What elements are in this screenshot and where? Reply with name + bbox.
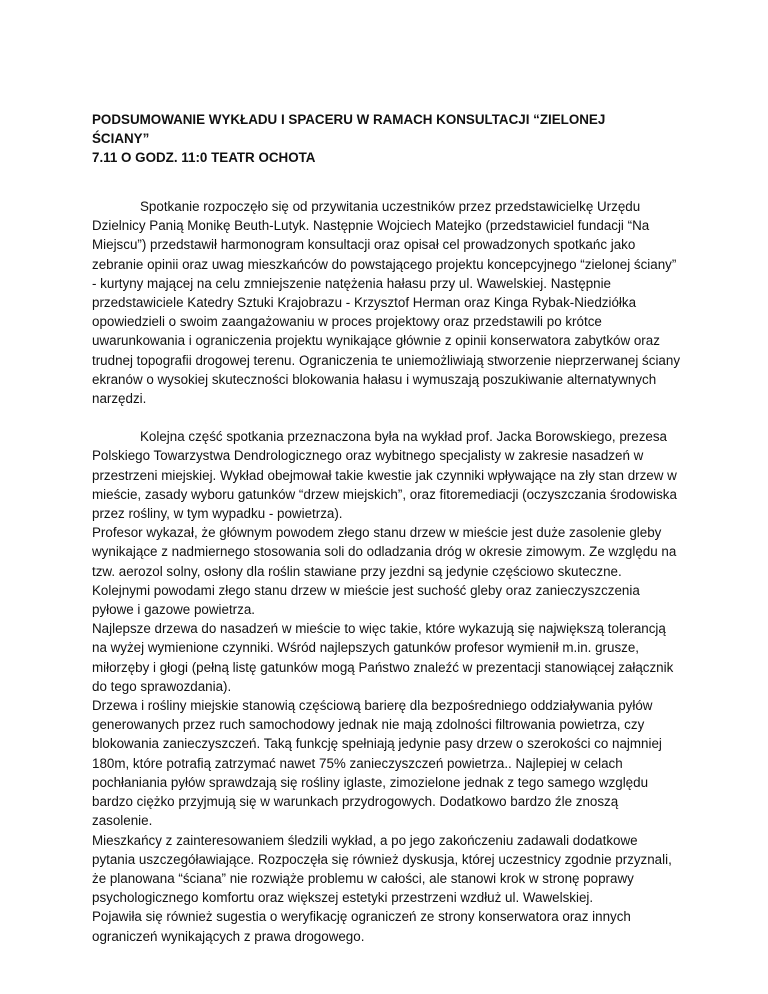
paragraph-discussion: Mieszkańcy z zainteresowaniem śledzili wykład, a po jego zakończeniu zadawali dodatkowe pytania uszczegóławiające. Rozpoczęła się również dyskusja, której uczestnicy zgodnie przyznali, że planowana “ściana” nie rozwiąże problemu w całości, ale stanowi krok w stronę poprawy psychologicznego komfortu oraz większej estetyki przestrzeni wzdłuż ul. Wawelskiej. (92, 832, 672, 906)
paragraph-best-trees: Najlepsze drzewa do nasadzeń w mieście to więc takie, które wykazują się największą tolerancją na wyżej wymienione czynniki. Wśród najlepszych gatunków profesor wymienił m.in. grusze, miłorzęby i głogi (pełną listę gatunków mogą Państwo znaleźć w prezentacji stanowiącej załącznik do tego sprawozdania). (92, 621, 674, 694)
paragraph-intro: Spotkanie rozpoczęło się od przywitania uczestników przez przedstawicielkę Urzędu Dzielnicy Panią Monikę Beuth-Lutyk. Następnie Wojciech Matejko (przedstawiciel fundacji “Na Miejscu”) przedstawił harmonogram konsultacji oraz opisał cel prowadzonych spotkańc jako zebranie opinii oraz uwag mieszkańców do powstającego projektu koncepcyjnego “zielonej ściany” - kurtyny mającej na celu zmniejszenie natężenia hałasu przy ul. Wawelskiej. Następnie przedstawiciele Katedry Sztuki Krajobrazu - Krzysztof Herman oraz Kinga Rybak-Niedziółka opowiedzieli o swoim zaangażowaniu w proces projektowy oraz przedstawili po krótce uwarunkowania i ograniczenia projektu wynikające głównie z opinii konserwatora zabytków oraz trudnej topografii drogowej terenu. Ograniczenia te uniemożliwiają stworzenie nieprzerwanej ściany ekranów o wysokiej skuteczności blokowania hałasu i wymuszają poszukiwanie alternatywnych narzędzi. (92, 199, 681, 407)
paragraph-gap (92, 408, 682, 427)
document-heading (92, 110, 682, 167)
heading-line-2: ŚCIANY” (92, 131, 150, 146)
paragraph-salinity: Profesor wykazał, że głównym powodem złego stanu drzew w mieście jest duże zasolenie gleby wynikające z nadmiernego stosowania soli do odladzania dróg w okresie zimowym. Ze względu na tzw. aerozol solny, osłony dla roślin stawiane przy jezdni są jedynie częściowo skuteczne. Kolejnymi powodami złego stanu drzew w mieście jest suchość gleby oraz zanieczyszczenia pyłowe i gazowe powietrza. (92, 525, 677, 618)
heading-line-3: 7.11 O GODZ. 11:0 TEATR OCHOTA (92, 150, 316, 165)
document-body (92, 197, 682, 946)
document-page (92, 110, 682, 946)
paragraph-suggestion: Pojawiła się również sugestia o weryfikację ograniczeń ze strony konserwatora oraz innych ograniczeń wynikających z prawa drogowego. (92, 909, 631, 944)
paragraph-barrier: Drzewa i rośliny miejskie stanowią częściową barierę dla bezpośredniego oddziaływania pyłów generowanych przez ruch samochodowy jednak nie mają zdolności filtrowania powietrza, czy blokowania zanieczyszczeń. Taką funkcję spełniają jedynie pasy drzew o szerokości co najmniej 180m, które potrafią zatrzymać nawet 75% zanieczyszczeń powietrza.. Najlepiej w celach pochłaniania pyłów sprawdzają się rośliny iglaste, zimozielone jednak z tego samego względu bardzo ciężko przyjmują się w warunkach przydrogowych. Dodatkowo bardzo źle znoszą zasolenie. (92, 698, 662, 829)
heading-line-1: PODSUMOWANIE WYKŁADU I SPACERU W RAMACH KONSULTACJI “ZIELONEJ (92, 112, 606, 127)
paragraph-lecture: Kolejna część spotkania przeznaczona była na wykład prof. Jacka Borowskiego, prezesa Polskiego Towarzystwa Dendrologicznego oraz wybitnego specjalisty w zakresie nasadzeń w przestrzeni miejskiej. Wykład obejmował takie kwestie jak czynniki wpływające na zły stan drzew w mieście, zasady wyboru gatunków “drzew miejskich”, oraz fitoremediacji (oczyszczania środowiska przez rośliny, w tym wypadku - powietrza). (92, 429, 677, 522)
